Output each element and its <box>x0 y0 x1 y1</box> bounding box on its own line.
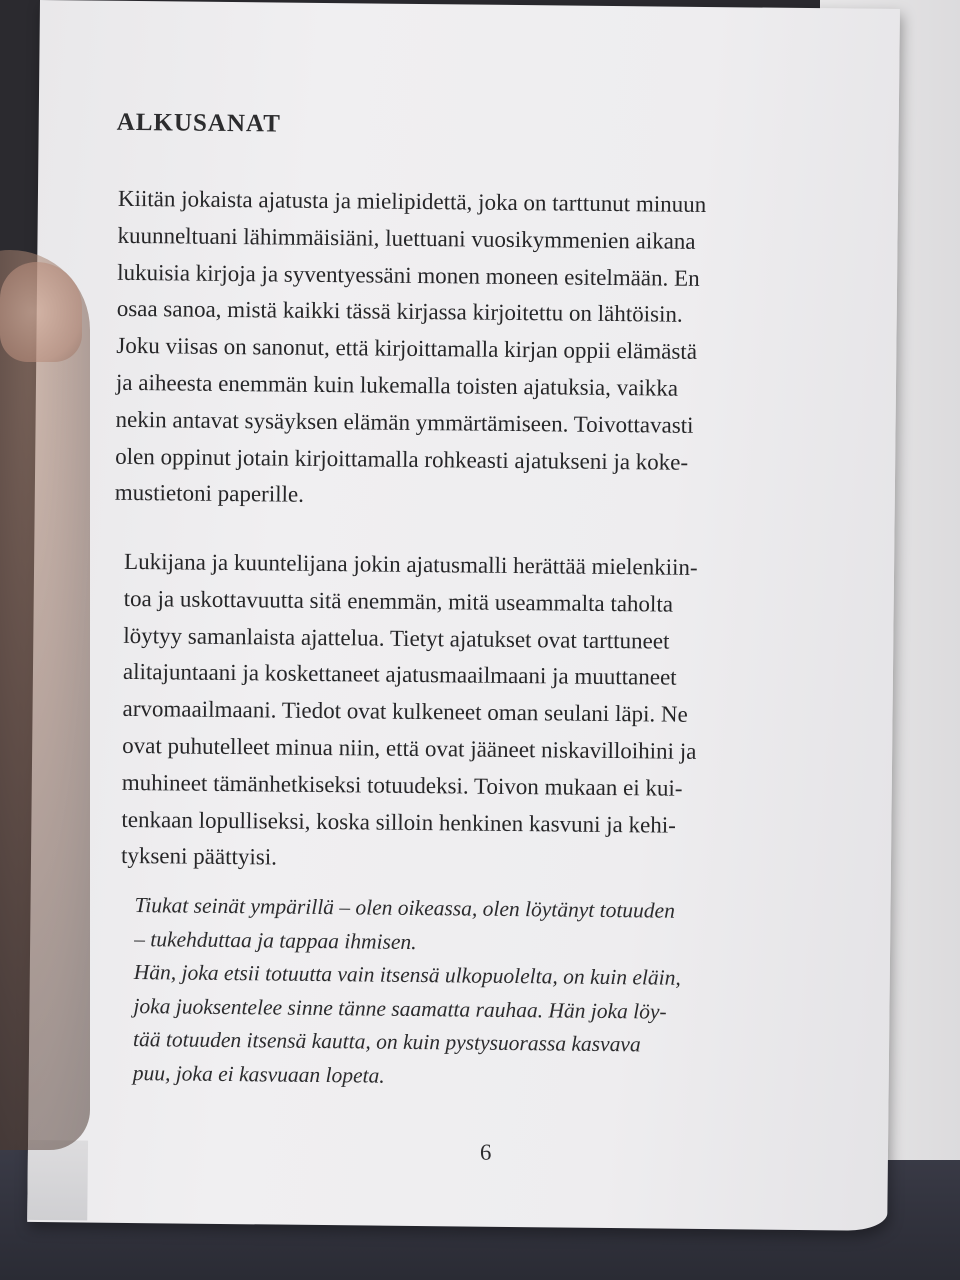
quote-line: Tiukat seinät ympärillä – olen oikeassa, olen löytänyt totuuden <box>134 893 676 923</box>
book-page <box>27 0 900 1231</box>
text-line: lukuisia kirjoja ja syventyessäni monen moneen esitelmään. En <box>117 259 700 291</box>
text-line: Kiitän jokaista ajatusta ja mielipidettä, joka on tarttunut minuun <box>117 185 707 217</box>
quote-line: puu, joka ei kasvuaan lopeta. <box>132 1060 385 1088</box>
paragraph-1 <box>115 181 858 520</box>
text-line: nekin antavat sysäyksen elämän ymmärtämiseen. Toivottavasti <box>115 406 694 438</box>
page-heading: ALKUSANAT <box>116 108 281 138</box>
text-line: tenkaan lopulliseksi, koska silloin henkinen kasvuni ja kehi- <box>121 806 676 838</box>
quote-line: tää totuuden itsensä kautta, on kuin pystysuorassa kasvava <box>132 1027 641 1057</box>
italic-quote <box>133 889 835 1098</box>
text-line: Joku viisas on sanonut, että kirjoittamalla kirjan oppii elämästä <box>116 333 698 365</box>
text-line: tykseni päättyisi. <box>120 843 278 870</box>
thumbnail-nail <box>0 262 82 362</box>
text-line: kuunneltuani lähimmäisiäni, luettuani vuosikymmenien aikana <box>117 222 696 254</box>
text-line: mustietoni paperille. <box>114 480 305 508</box>
quote-line: joka juoksentelee sinne tänne saamatta rauhaa. Hän joka löy- <box>133 993 667 1024</box>
text-line: arvomaailmaani. Tiedot ovat kulkeneet oman seulani läpi. Ne <box>122 696 688 728</box>
text-line: ja aiheesta enemmän kuin lukemalla toisten ajatuksia, vaikka <box>115 369 679 401</box>
text-line: ovat puhutelleet minua niin, että ovat jääneet niskavilloihini ja <box>122 732 697 764</box>
text-line: olen oppinut jotain kirjoittamalla rohkeasti ajatukseni ja koke- <box>115 443 689 475</box>
text-line: löytyy samanlaista ajattelua. Tietyt ajatukset ovat tarttuneet <box>123 622 670 654</box>
text-line: toa ja uskottavuutta sitä enemmän, mitä useammalta taholta <box>123 585 674 617</box>
text-line: muhineet tämänhetkiseksi totuudeksi. Toivon mukaan ei kui- <box>121 769 683 801</box>
thumb <box>0 250 90 1150</box>
text-line: alitajuntaani ja koskettaneet ajatusmaailmaani ja muuttaneet <box>122 659 677 691</box>
quote-line: Hän, joka etsii totuutta vain itsensä ulkopuolelta, on kuin eläin, <box>133 960 681 990</box>
text-line: Lukijana ja kuuntelijana jokin ajatusmalli herättää mielenkiin- <box>123 548 698 580</box>
page-corner <box>27 1140 88 1221</box>
page-number: 6 <box>479 1139 492 1165</box>
quote-line: – tukehduttaa ja tappaa ihmisen. <box>134 926 417 954</box>
paragraph-2 <box>121 544 854 883</box>
text-line: osaa sanoa, mistä kaikki tässä kirjassa kirjoitettu on lähtöisin. <box>116 296 683 328</box>
